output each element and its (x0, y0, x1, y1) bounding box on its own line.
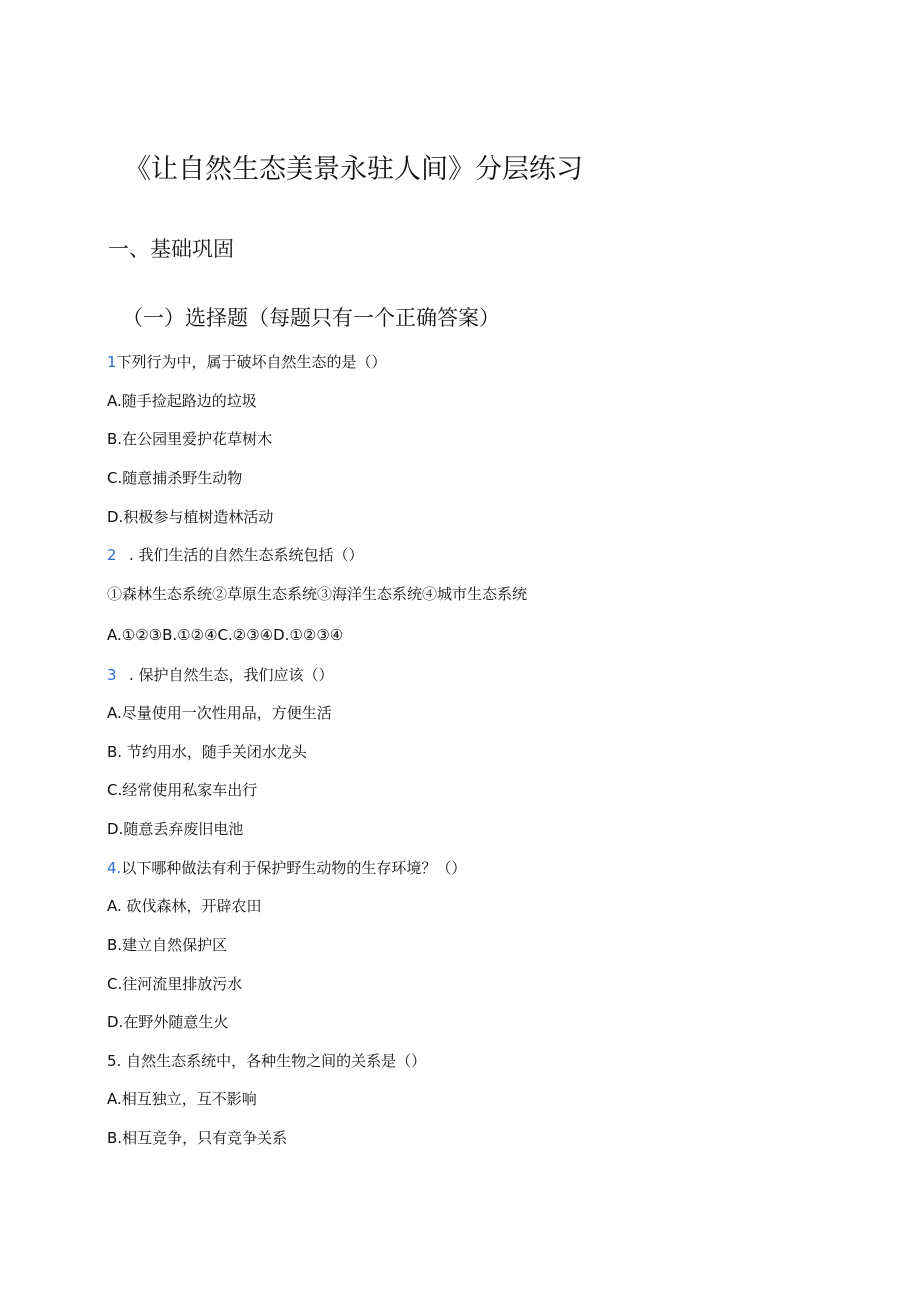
question-4-option-a (107, 895, 262, 917)
option-letter: B. (107, 743, 123, 761)
option-text: 经常使用私家车出行 (122, 781, 258, 799)
option-letter: C. (107, 975, 123, 993)
question-1-option-c (107, 467, 242, 489)
question-4 (107, 857, 466, 879)
option-text: 节约用水，随手关闭水龙头 (122, 743, 307, 761)
option-letter: B. (162, 626, 178, 644)
question-2-statement: ①森林生态系统②草原生态系统③海洋生态系统④城市生态系统 (107, 585, 528, 603)
option-text: 尽量使用一次性用品，方便生活 (121, 704, 332, 722)
question-1 (107, 351, 387, 373)
question-3 (107, 664, 334, 686)
option-letter: D. (273, 626, 290, 644)
question-1-text: 下列行为中，属于破坏自然生态的是（） (116, 353, 387, 371)
question-5-number: 5. (107, 1052, 122, 1070)
question-4-option-d (107, 1011, 228, 1033)
option-text: ①②③④ (289, 626, 344, 644)
option-letter: D. (107, 820, 124, 838)
option-text: 相互独立，互不影响 (121, 1090, 257, 1108)
question-4-option-c (107, 973, 242, 995)
option-text: 积极参与植树造林活动 (123, 508, 274, 526)
question-4-option-b (107, 934, 227, 956)
question-5 (107, 1050, 426, 1072)
option-letter: B. (107, 430, 123, 448)
question-1-option-d (107, 506, 273, 528)
option-letter: A. (107, 626, 122, 644)
question-3-option-c (107, 779, 257, 801)
question-2-number: 2 (107, 546, 117, 564)
option-letter: A. (107, 1090, 122, 1108)
question-3-number: 3 (107, 666, 117, 684)
question-1-option-b (107, 428, 272, 450)
subsection-heading: （一）选择题（每题只有一个正确答案） (122, 306, 500, 330)
option-text: 随意捕杀野生动物 (122, 469, 243, 487)
option-letter: A. (107, 704, 122, 722)
option-text: 建立自然保护区 (122, 936, 228, 954)
option-letter: C. (107, 781, 123, 799)
option-text: 随手捡起路边的垃圾 (121, 392, 257, 410)
section-heading: 一、基础巩固 (108, 237, 234, 261)
option-letter: D. (107, 1013, 124, 1031)
option-letter: D. (107, 508, 124, 526)
option-text: 砍伐森林，开辟农田 (121, 897, 262, 915)
option-letter: A. (107, 897, 122, 915)
option-letter: C. (107, 469, 123, 487)
option-letter: A. (107, 392, 122, 410)
question-5-option-b (107, 1127, 287, 1149)
option-text: 相互竞争，只有竞争关系 (122, 1129, 288, 1147)
question-1-number: 1 (107, 353, 117, 371)
question-2 (107, 544, 364, 566)
option-letter: B. (107, 936, 123, 954)
question-4-text: 以下哪种做法有利于保护野生动物的生存环境？（） (121, 859, 467, 877)
option-text: ①②③ (121, 626, 163, 644)
option-text: ②③④ (232, 626, 274, 644)
option-text: 在野外随意生火 (123, 1013, 229, 1031)
option-text: 在公园里爱护花草树木 (122, 430, 273, 448)
question-5-text: 自然生态系统中，各种生物之间的关系是（） (121, 1052, 427, 1070)
option-text: ①②④ (177, 626, 218, 644)
option-letter: C. (217, 626, 233, 644)
page-title: 《让自然生态美景永驻人间》分层练习 (124, 154, 583, 185)
question-4-number: 4. (107, 859, 122, 877)
question-2-options (107, 624, 343, 646)
option-text: 随意丢弃废旧电池 (123, 820, 244, 838)
question-5-option-a (107, 1088, 257, 1110)
option-text: 往河流里排放污水 (122, 975, 243, 993)
question-3-text: . 保护自然生态，我们应该（） (129, 666, 334, 684)
question-3-option-b (107, 741, 307, 763)
question-3-option-a (107, 702, 332, 724)
question-1-option-a (107, 390, 257, 412)
option-letter: B. (107, 1129, 123, 1147)
question-3-option-d (107, 818, 243, 840)
question-2-text: . 我们生活的自然生态系统包括（） (129, 546, 364, 564)
